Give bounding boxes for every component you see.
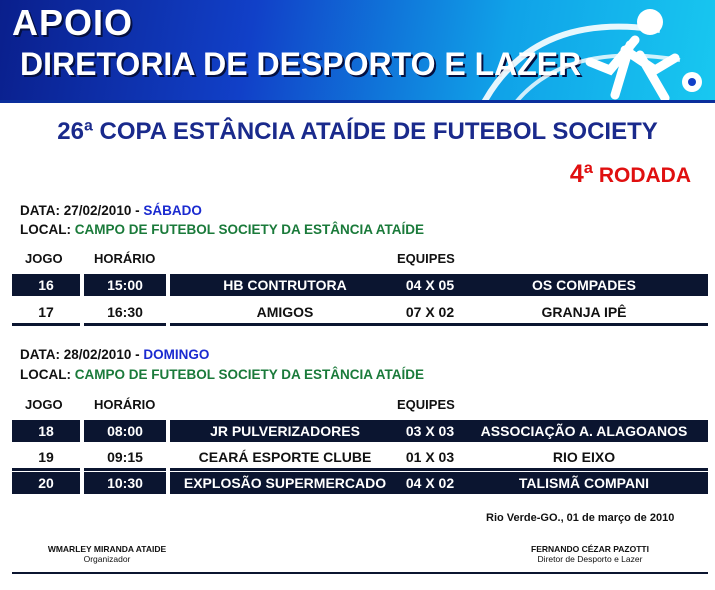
round-label: RODADA	[598, 164, 691, 187]
score: 03 X 03	[400, 420, 460, 442]
col-jogo-header: JOGO	[25, 251, 63, 266]
local-label: LOCAL:	[20, 222, 71, 237]
date-value: 28/02/2010	[63, 347, 132, 362]
signer-role: Organizador	[83, 554, 131, 564]
game-number: 20	[12, 472, 80, 494]
weekday: SÁBADO	[143, 203, 202, 218]
team-away: GRANJA IPÊ	[460, 302, 708, 326]
game-number: 19	[12, 447, 80, 471]
col-horario-header: HORÁRIO	[94, 251, 156, 266]
col-equipes-header: EQUIPES	[397, 251, 455, 266]
col-equipes-header: EQUIPES	[397, 397, 455, 412]
banner-divider	[0, 100, 715, 103]
round-number: 4ª	[569, 160, 593, 188]
weekday: DOMINGO	[143, 347, 210, 362]
signer-name: WMARLEY MIRANDA ATAIDE	[47, 544, 167, 554]
date-separator: -	[135, 347, 140, 362]
score: 01 X 03	[400, 447, 460, 471]
header-banner	[0, 0, 715, 100]
game-time: 16:30	[84, 302, 166, 326]
day1-date-line	[20, 203, 202, 218]
local-label: LOCAL:	[20, 367, 71, 382]
team-home: HB CONTRUTORA	[170, 274, 400, 296]
local-value: CAMPO DE FUTEBOL SOCIETY DA ESTÂNCIA ATAÍDE	[74, 367, 425, 382]
team-away: RIO EIXO	[460, 447, 708, 471]
game-time: 15:00	[84, 274, 166, 296]
team-away: ASSOCIAÇÃO A. ALAGOANOS	[460, 420, 708, 442]
team-home: EXPLOSÃO SUPERMERCADO	[170, 472, 400, 494]
local-value: CAMPO DE FUTEBOL SOCIETY DA ESTÂNCIA ATAÍDE	[74, 222, 425, 237]
place-date: Rio Verde-GO., 01 de março de 2010	[486, 512, 675, 524]
event-title: 26ª COPA ESTÂNCIA ATAÍDE DE FUTEBOL SOCIETY	[57, 118, 658, 145]
date-separator: -	[135, 203, 140, 218]
footer-rule	[12, 572, 708, 574]
game-time: 09:15	[84, 447, 166, 471]
date-value: 27/02/2010	[63, 203, 132, 218]
day2-local-line	[20, 367, 424, 382]
team-home: CEARÁ ESPORTE CLUBE	[170, 447, 400, 471]
banner-title: APOIO	[12, 2, 134, 43]
team-home: JR PULVERIZADORES	[170, 420, 400, 442]
score: 04 X 02	[400, 472, 460, 494]
banner-subtitle: DIRETORIA DE DESPORTO E LAZER	[20, 46, 582, 82]
date-label: DATA:	[20, 203, 60, 218]
team-away: TALISMÃ COMPANI	[460, 472, 708, 494]
game-number: 17	[12, 302, 80, 326]
signer-name: FERNANDO CÉZAR PAZOTTI	[531, 544, 649, 554]
signer-role: Diretor de Desporto e Lazer	[537, 554, 643, 564]
col-jogo-header: JOGO	[25, 397, 63, 412]
team-away: OS COMPADES	[460, 274, 708, 296]
signature-director	[490, 544, 690, 564]
game-time: 08:00	[84, 420, 166, 442]
signature-organizer	[12, 544, 202, 564]
score: 04 X 05	[400, 274, 460, 296]
score: 07 X 02	[400, 302, 460, 326]
game-time: 10:30	[84, 472, 166, 494]
date-label: DATA:	[20, 347, 60, 362]
col-horario-header: HORÁRIO	[94, 397, 156, 412]
round-heading	[570, 160, 691, 189]
day1-local-line	[20, 222, 424, 237]
team-home: AMIGOS	[170, 302, 400, 326]
soccer-player-logo-icon	[440, 0, 715, 100]
game-number: 18	[12, 420, 80, 442]
day2-date-line	[20, 347, 209, 362]
game-number: 16	[12, 274, 80, 296]
